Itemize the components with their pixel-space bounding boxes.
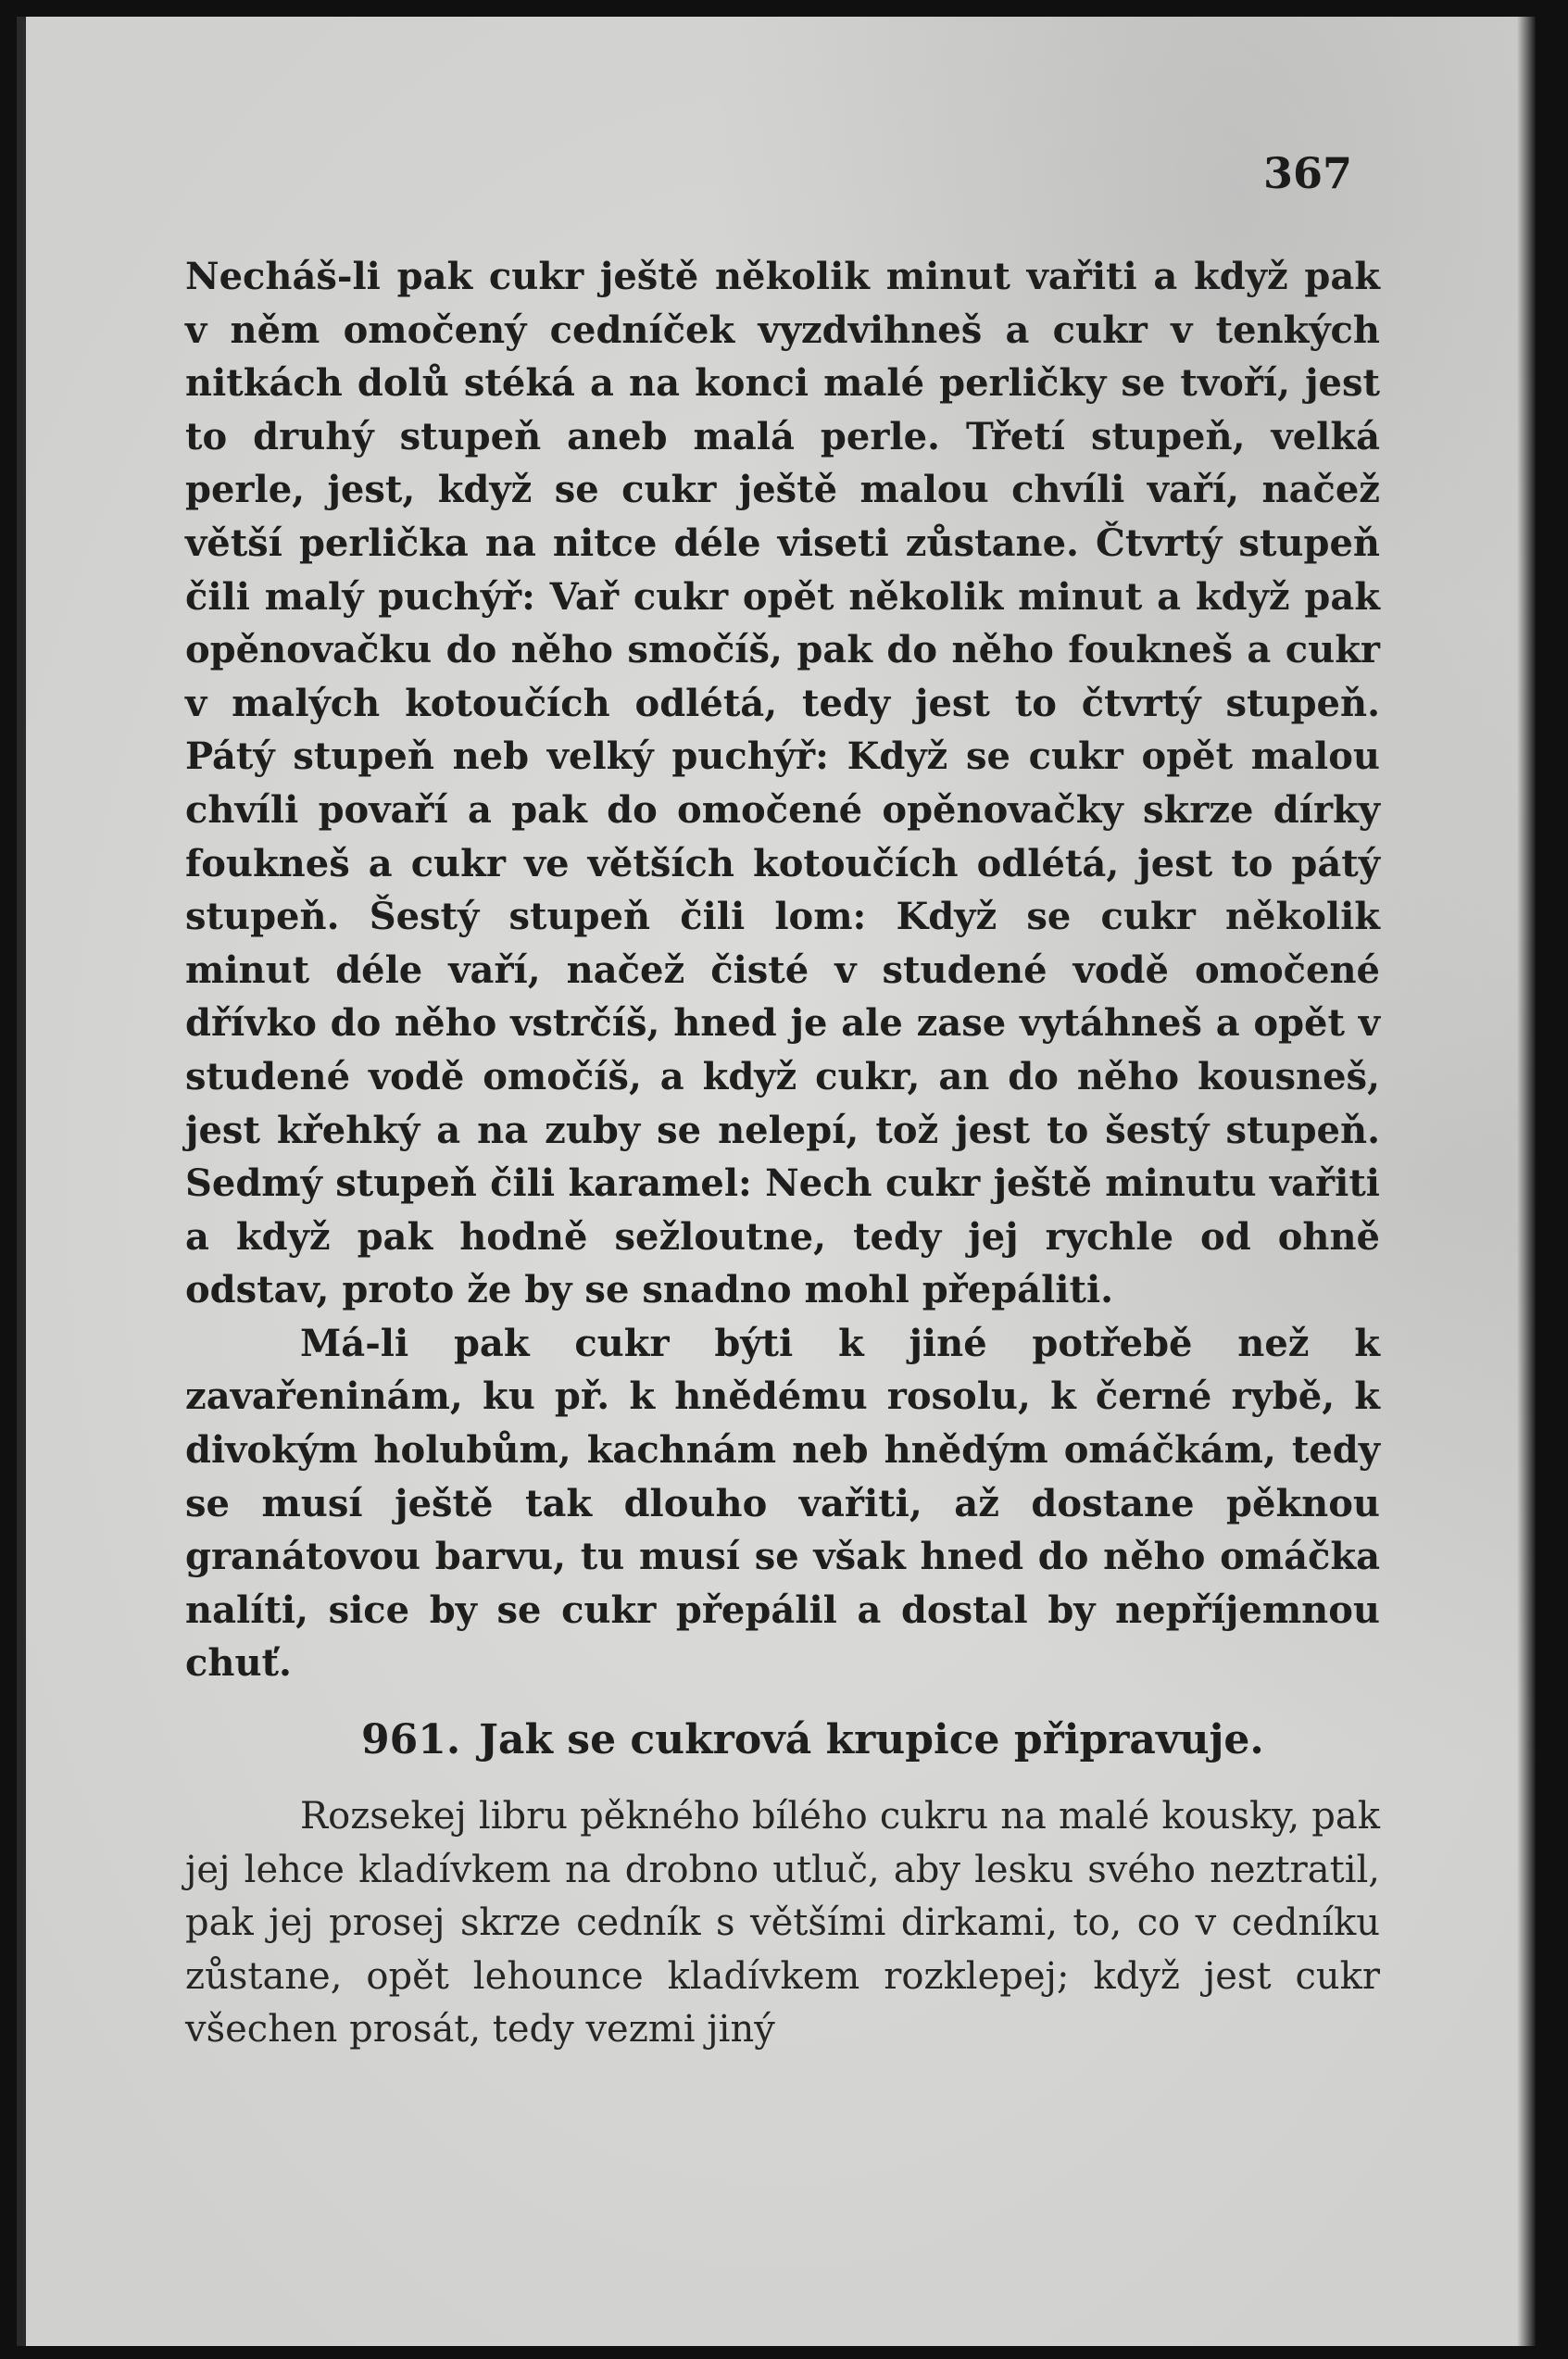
page-number: 367 [1263,148,1353,198]
section-heading [185,1713,1380,1768]
section-title: Jak se cukrová krupice připravuje. [479,1716,1264,1764]
paragraph-sugar-grits: Rozsekej libru pěkného bílého cukru na malé kousky, pak jej lehce kladívkem na drobno utluč, aby lesku svého neztratil, pak jej prosej skrze cedník s většími dirkami, to, co v cedníku zůstane, opět lehounce kladívkem rozklepej; když jest cukr všechen prosát, tedy vezmi jiný [185,1795,1380,2052]
page-edge-shadow [1517,17,1536,2346]
section-number: 961. [361,1716,461,1764]
book-page [17,17,1536,2346]
binding-gutter [17,17,26,2346]
paragraph-caramel-use: Má-li pak cukr býti k jiné potřebě než k zavařeninám, ku př. k hnědému rosolu, k černé rybě, k divokým holubům, kachnám neb hnědým omáčkám, tedy se musí ještě tak dlouho vařiti, až dostane pěknou granátovou barvu, tu musí se však hned do něho omáčka nalíti, sice by se cukr přepálil a dostal by nepříjemnou chuť. [185,1321,1380,1686]
page-body [185,250,1380,2057]
paragraph-sugar-stages: Necháš-li pak cukr ještě několik minut vařiti a když pak v něm omočený cedníček vyzdvihneš a cukr v tenkých nitkách dolů stéká a na konci malé perličky se tvoří, jest to druhý stupeň aneb malá perle. Třetí stupeň, velká perle, jest, když se cukr ještě malou chvíli vaří, načež větší perlička na nitce déle viseti zůstane. Čtvrtý stupeň čili malý puchýř: Vař cukr opět několik minut a když pak opěnovačku do něho smočíš, pak do něho foukneš a cukr v malých kotoučích odlétá, tedy jest to čtvrtý stupeň. Pátý stupeň neb velký puchýř: Když se cukr opět malou chvíli povaří a pak do omočené opěnovačky skrze dírky foukneš a cukr ve větších kotoučích odlétá, jest to pátý stupeň. Šestý stupeň čili lom: Když se cukr několik minut déle vaří, načež čisté v studené vodě omočené dřívko do něho vstrčíš, hned je ale zase vytáhneš a opět v studené vodě omočíš, a když cukr, an do něho kousneš, jest křehký a na zuby se nelepí, tož jest to šestý stupeň. Sedmý stupeň čili karamel: Nech cukr ještě minutu vařiti a když pak hodně sežloutne, tedy jej rychle od ohně odstav, proto že by se snadno mohl přepáliti. [185,255,1380,1312]
